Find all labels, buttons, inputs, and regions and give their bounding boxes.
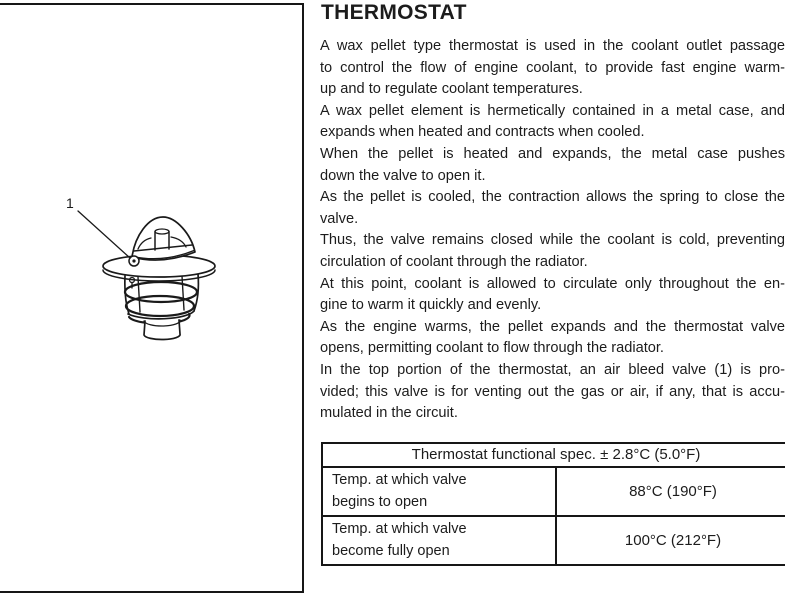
spec-row-label-line: Temp. at which valve [332,521,467,537]
spec-table-row [322,467,785,516]
paragraph-line: vided; this valve is for venting out the gas or air, if any, that is accu- [320,383,785,400]
paragraph-line: A wax pellet type thermostat is used in the coolant outlet passage [320,38,785,54]
page-title: THERMOSTAT [321,1,467,24]
paragraph-line: gine to warm it quickly and evenly. [320,297,542,314]
spec-table-header-row [322,443,785,467]
paragraph-line: As the pellet is cooled, the contraction allows the spring to close the [320,189,785,206]
paragraph-line: mulated in the circuit. [320,405,458,422]
paragraph-line: expands when heated and contracts when cooled. [320,124,645,141]
spec-row-label-line: begins to open [332,493,428,510]
paragraph-line: A wax pellet element is hermetically contained in a metal case, and [320,102,785,119]
paragraph-line: In the top portion of the thermostat, an air bleed valve (1) is pro- [320,361,785,378]
spec-table-header: Thermostat functional spec. ± 2.8°C (5.0°F) [322,443,785,467]
spec-row-value: 100°C (212°F) [556,516,785,565]
paragraph-line: opens, permitting coolant to flow through the radiator. [320,340,664,357]
spec-row-label [322,467,556,516]
spec-row-label-line: become fully open [332,542,450,559]
paragraph-line: Thus, the valve remains closed while the coolant is cold, preventing [320,232,785,249]
thermostat-figure [58,188,228,353]
figure-callout-label: 1 [66,195,74,211]
paragraph-line: When the pellet is heated and expands, the metal case pushes [320,145,785,162]
spec-table [321,442,785,566]
paragraph-line: As the engine warms, the pellet expands and the thermostat valve [320,318,785,335]
paragraph-line: down the valve to open it. [320,167,486,184]
paragraph-line: up and to regulate coolant temperatures. [320,81,583,98]
paragraph-line: valve. [320,210,359,227]
paragraph-line: to control the flow of engine coolant, to provide fast engine warm- [320,59,785,76]
callout-leader-line [78,211,130,258]
paragraph-line: At this point, coolant is allowed to circulate only throughout the en- [320,275,785,292]
body-paragraphs [320,36,785,425]
spec-row-value: 88°C (190°F) [556,467,785,516]
spec-row-label-line: Temp. at which valve [332,472,467,488]
paragraph-line: circulation of coolant through the radiator. [320,253,588,270]
spec-table-row [322,516,785,565]
thermostat-dome [132,217,195,260]
thermostat-body [125,274,199,340]
spec-row-label [322,516,556,565]
